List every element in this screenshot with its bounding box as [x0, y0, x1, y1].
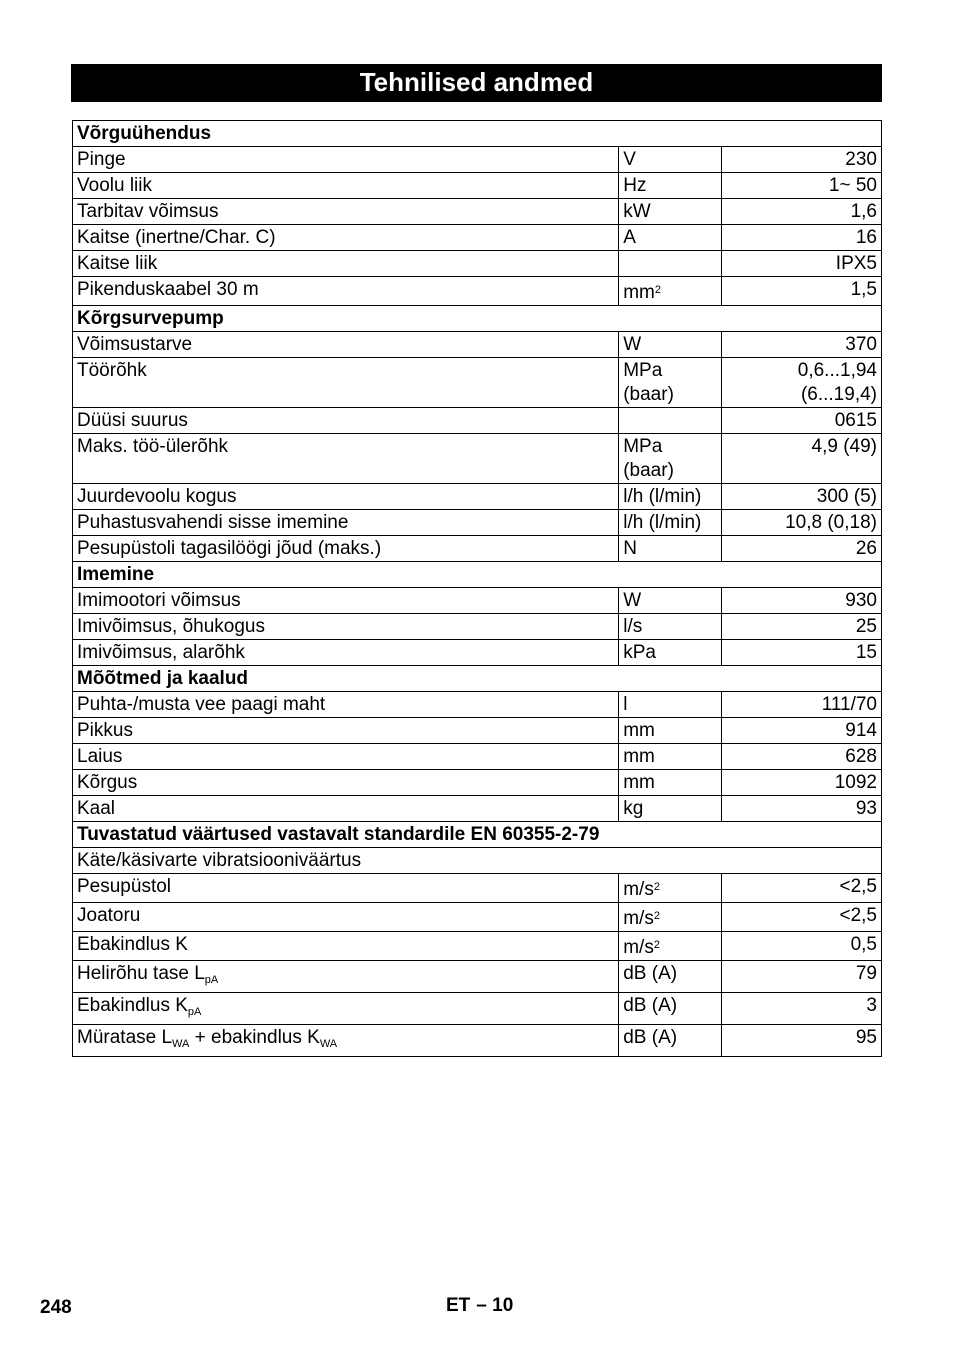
table-row [73, 408, 882, 434]
row-label: Kõrgus [73, 770, 619, 796]
section-row [73, 121, 882, 147]
row-unit: mm [619, 718, 722, 744]
row-label: Pesupüstol [73, 874, 619, 903]
row-label: Düüsi suurus [73, 408, 619, 434]
row-unit [619, 874, 722, 903]
label-text: Ebakindlus K [77, 995, 188, 1016]
table-row [73, 961, 882, 993]
row-unit: N [619, 536, 722, 562]
table-row [73, 588, 882, 614]
row-unit [619, 408, 722, 434]
row-unit: l/h (l/min) [619, 484, 722, 510]
row-label: Kaitse liik [73, 251, 619, 277]
row-unit [619, 932, 722, 961]
table-row [73, 277, 882, 306]
row-unit [619, 903, 722, 932]
footer-section-label [446, 1295, 513, 1317]
row-label: Kaal [73, 796, 619, 822]
row-unit: Hz [619, 173, 722, 199]
row-value: 15 [722, 640, 882, 666]
row-unit: mm [619, 770, 722, 796]
table-row [73, 796, 882, 822]
row-label: Töörõhk [73, 358, 619, 408]
row-label: Joatoru [73, 903, 619, 932]
table-row [73, 640, 882, 666]
row-unit: V [619, 147, 722, 173]
row-label: Puhastusvahendi sisse imemine [73, 510, 619, 536]
row-value: 16 [722, 225, 882, 251]
table-row [73, 744, 882, 770]
section-heading: Võrguühendus [73, 121, 882, 147]
unit-superscript: 2 [653, 939, 660, 951]
row-value: 628 [722, 744, 882, 770]
row-unit: W [619, 588, 722, 614]
unit-text: m/s [623, 937, 654, 958]
unit-text-alt: (baar) [623, 384, 674, 405]
row-value: 370 [722, 332, 882, 358]
row-label: Tarbitav võimsus [73, 199, 619, 225]
table-row [73, 358, 882, 408]
unit-text-alt: (baar) [623, 460, 674, 481]
row-label: Voolu liik [73, 173, 619, 199]
section-heading: Mõõtmed ja kaalud [73, 666, 882, 692]
section-row [73, 822, 882, 848]
table-row [73, 993, 882, 1025]
row-label: Kaitse (inertne/Char. C) [73, 225, 619, 251]
row-value: IPX5 [722, 251, 882, 277]
section-page-number: – 10 [476, 1295, 514, 1316]
row-unit: dB (A) [619, 961, 722, 993]
row-label: Imimootori võimsus [73, 588, 619, 614]
row-unit: kPa [619, 640, 722, 666]
row-unit: l [619, 692, 722, 718]
row-value: 1,6 [722, 199, 882, 225]
spec-table [72, 120, 882, 1057]
table-row [73, 484, 882, 510]
table-row [73, 1025, 882, 1057]
table-row [73, 147, 882, 173]
row-label [73, 993, 619, 1025]
unit-text: mm [623, 282, 655, 303]
label-subscript-2: WA [319, 1038, 338, 1050]
table-row [73, 332, 882, 358]
row-value: 95 [722, 1025, 882, 1057]
section-heading: Tuvastatud väärtused vastavalt standardile EN 60355-2-79 [73, 822, 882, 848]
unit-superscript: 2 [654, 284, 661, 296]
row-value: 111/70 [722, 692, 882, 718]
unit-text: MPa [623, 360, 663, 381]
page-title: Tehnilised andmed [71, 64, 882, 102]
row-label: Imivõimsus, õhukogus [73, 614, 619, 640]
unit-superscript: 2 [653, 910, 660, 922]
row-value: 1,5 [722, 277, 882, 306]
row-value: 25 [722, 614, 882, 640]
row-unit: dB (A) [619, 1025, 722, 1057]
language-code: ET [446, 1295, 471, 1316]
row-value: 1~ 50 [722, 173, 882, 199]
value-text-alt: (6...19,4) [800, 384, 877, 405]
row-label: Imivõimsus, alarõhk [73, 640, 619, 666]
label-subscript: pA [204, 974, 219, 986]
row-label [73, 961, 619, 993]
row-unit [619, 277, 722, 306]
page-number: 248 [40, 1297, 72, 1318]
table-row [73, 718, 882, 744]
row-value [722, 358, 882, 408]
row-value: 3 [722, 993, 882, 1025]
table-row [73, 510, 882, 536]
label-subscript: pA [187, 1006, 202, 1018]
row-value: 10,8 (0,18) [722, 510, 882, 536]
table-row [73, 932, 882, 961]
row-value: 4,9 (49) [722, 434, 882, 484]
unit-superscript: 2 [653, 881, 660, 893]
row-unit: W [619, 332, 722, 358]
unit-text: m/s [623, 879, 654, 900]
subsection-heading: Käte/käsivarte vibratsiooniväärtus [73, 848, 882, 874]
row-value: <2,5 [722, 874, 882, 903]
label-text: Helirõhu tase L [77, 963, 205, 984]
unit-text: MPa [623, 436, 663, 457]
table-row [73, 199, 882, 225]
row-value: 1092 [722, 770, 882, 796]
row-value: 26 [722, 536, 882, 562]
subsection-row [73, 848, 882, 874]
section-row [73, 306, 882, 332]
row-label: Ebakindlus K [73, 932, 619, 961]
row-value: 0615 [722, 408, 882, 434]
label-subscript: WA [172, 1038, 190, 1050]
row-value: 230 [722, 147, 882, 173]
row-label: Võimsustarve [73, 332, 619, 358]
row-label: Pinge [73, 147, 619, 173]
row-label: Pikenduskaabel 30 m [73, 277, 619, 306]
row-unit [619, 358, 722, 408]
table-row [73, 225, 882, 251]
row-unit: A [619, 225, 722, 251]
table-row [73, 903, 882, 932]
section-row [73, 666, 882, 692]
row-value: <2,5 [722, 903, 882, 932]
row-value: 79 [722, 961, 882, 993]
row-label: Juurdevoolu kogus [73, 484, 619, 510]
row-label [73, 1025, 619, 1057]
section-heading: Kõrgsurvepump [73, 306, 882, 332]
row-label: Puhta-/musta vee paagi maht [73, 692, 619, 718]
row-unit: kg [619, 796, 722, 822]
row-label: Maks. töö-ülerõhk [73, 434, 619, 484]
table-row [73, 692, 882, 718]
section-row [73, 562, 882, 588]
table-row [73, 536, 882, 562]
section-heading: Imemine [73, 562, 882, 588]
row-unit: dB (A) [619, 993, 722, 1025]
row-label: Pikkus [73, 718, 619, 744]
table-row [73, 173, 882, 199]
row-label: Laius [73, 744, 619, 770]
label-text: Müratase L [77, 1027, 173, 1048]
label-text-mid: + ebakindlus K [189, 1027, 320, 1048]
row-unit [619, 434, 722, 484]
table-row [73, 770, 882, 796]
table-row [73, 251, 882, 277]
row-label: Pesupüstoli tagasilöögi jõud (maks.) [73, 536, 619, 562]
unit-text: m/s [623, 908, 654, 929]
row-value: 93 [722, 796, 882, 822]
row-unit [619, 251, 722, 277]
value-text: 0,6...1,94 [797, 360, 877, 381]
row-value: 914 [722, 718, 882, 744]
table-row [73, 434, 882, 484]
row-unit: l/h (l/min) [619, 510, 722, 536]
row-value: 0,5 [722, 932, 882, 961]
row-value: 300 (5) [722, 484, 882, 510]
table-row [73, 874, 882, 903]
row-unit: mm [619, 744, 722, 770]
row-unit: l/s [619, 614, 722, 640]
row-value: 930 [722, 588, 882, 614]
table-row [73, 614, 882, 640]
row-unit: kW [619, 199, 722, 225]
